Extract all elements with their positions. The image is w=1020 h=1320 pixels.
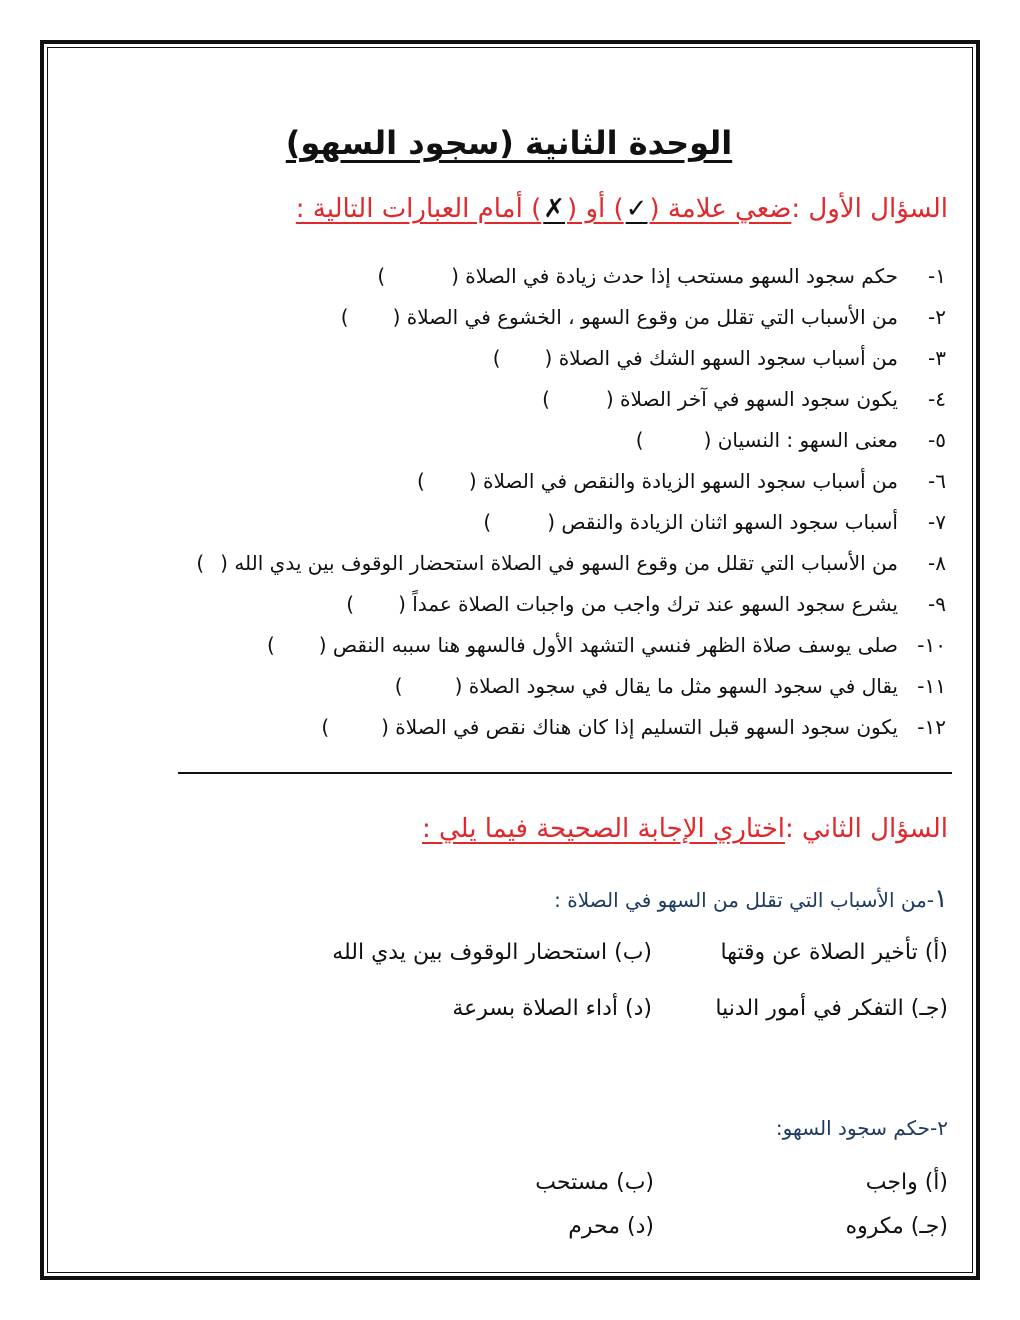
item-number: ١١- — [917, 674, 946, 698]
mcq1-number: ١ — [934, 884, 948, 914]
item-text: يقال في سجود السهو مثل ما يقال في سجود الصلاة ( — [454, 674, 898, 698]
item-number: ١- — [928, 264, 946, 288]
item-text: من الأسباب التي تقلل من وقوع السهو في الصلاة استحضار الوقوف بين يدي الله ( — [220, 551, 898, 575]
mcq1-options-row2 — [452, 996, 948, 1021]
item-number: ٣- — [928, 346, 946, 370]
mcq1-option-c[interactable]: (جـ) التفكر في أمور الدنيا — [715, 996, 948, 1021]
list-item — [48, 707, 946, 748]
list-item — [48, 502, 946, 543]
answer-blank[interactable]: ) — [542, 387, 550, 411]
item-text: معنى السهو : النسيان ( — [703, 428, 898, 452]
mcq2-option-c[interactable]: (جـ) مكروه — [845, 1214, 948, 1239]
answer-blank[interactable]: ) — [394, 674, 403, 698]
list-item — [48, 338, 946, 379]
question1-instruction-part1: ضعي علامة ( — [649, 194, 792, 224]
item-text: حكم سجود السهو مستحب إذا حدث زيادة في الصلاة ( — [451, 264, 898, 288]
mcq2-options-row2 — [568, 1214, 948, 1239]
question1-instruction-mid: ) أو ( — [567, 194, 624, 224]
section-divider — [178, 772, 952, 774]
answer-blank[interactable]: ) — [635, 428, 644, 452]
list-item — [48, 379, 946, 420]
answer-blank[interactable]: ) — [321, 715, 330, 739]
question1-heading — [296, 194, 948, 224]
mcq2-option-a[interactable]: (أ) واجب — [865, 1170, 948, 1195]
item-text: أسباب سجود السهو اثنان الزيادة والنقص ( — [547, 510, 898, 534]
answer-blank[interactable]: ) — [417, 469, 425, 493]
list-item — [48, 666, 946, 707]
answer-blank[interactable]: ) — [492, 346, 501, 370]
item-text: يكون سجود السهو قبل التسليم إذا كان هناك نقص في الصلاة ( — [381, 715, 898, 739]
mcq1-option-d[interactable]: (د) أداء الصلاة بسرعة — [452, 996, 652, 1021]
answer-blank[interactable]: ) — [483, 510, 492, 534]
mcq2-options-row1 — [535, 1170, 948, 1195]
mcq2-option-d[interactable]: (د) محرم — [568, 1214, 654, 1239]
item-text: من أسباب سجود السهو الزيادة والنقص في الصلاة ( — [468, 469, 898, 493]
item-number: ٨- — [928, 551, 946, 575]
answer-blank[interactable]: ) — [266, 633, 275, 657]
mcq1-option-a[interactable]: (أ) تأخير الصلاة عن وقتها — [720, 940, 948, 965]
item-number: ٩- — [928, 592, 946, 616]
worksheet — [48, 48, 970, 1270]
page-title: الوحدة الثانية (سجود السهو) — [285, 124, 733, 162]
item-text: صلى يوسف صلاة الظهر فنسي التشهد الأول فالسهو هنا سببه النقص ( — [318, 633, 898, 657]
item-number: ٧- — [928, 510, 946, 534]
list-item — [48, 420, 946, 461]
item-number: ١٠- — [917, 633, 946, 657]
mcq1-options-row1 — [332, 940, 948, 965]
list-item — [48, 297, 946, 338]
list-item — [48, 543, 946, 584]
item-number: ٦- — [928, 469, 946, 493]
mcq1-prompt — [554, 884, 948, 914]
mcq2-prompt: ٢-حكم سجود السهو: — [775, 1116, 948, 1140]
question1-instruction-part2: ) أمام العبارات التالية : — [295, 194, 542, 224]
item-text: من الأسباب التي تقلل من وقوع السهو ، الخشوع في الصلاة ( — [392, 305, 898, 329]
mcq2-option-b[interactable]: (ب) مستحب — [535, 1170, 654, 1195]
question2-label: السؤال الثاني : — [785, 814, 948, 844]
true-false-list — [48, 256, 946, 748]
answer-blank[interactable]: ) — [196, 551, 205, 575]
cross-mark-icon: ✗ — [543, 194, 566, 224]
mcq1-text: -من الأسباب التي تقلل من السهو في الصلاة : — [554, 888, 935, 912]
item-text: يكون سجود السهو في آخر الصلاة ( — [605, 387, 898, 411]
item-number: ٥- — [928, 428, 946, 452]
list-item — [48, 625, 946, 666]
question2-heading — [422, 814, 948, 844]
item-number: ١٢- — [917, 715, 946, 739]
check-mark-icon: ✓ — [625, 194, 648, 224]
item-number: ٤- — [928, 387, 946, 411]
question1-label: السؤال الأول : — [791, 194, 948, 224]
question2-instruction: اختاري الإجابة الصحيحة فيما يلي : — [421, 814, 785, 844]
item-text: من أسباب سجود السهو الشك في الصلاة ( — [544, 346, 898, 370]
list-item — [48, 256, 946, 297]
list-item — [48, 584, 946, 625]
answer-blank[interactable]: ) — [346, 592, 355, 616]
answer-blank[interactable]: ) — [340, 305, 349, 329]
mcq1-option-b[interactable]: (ب) استحضار الوقوف بين يدي الله — [332, 940, 652, 965]
item-number: ٢- — [928, 305, 946, 329]
answer-blank[interactable]: ) — [377, 264, 386, 288]
item-text: يشرع سجود السهو عند ترك واجب من واجبات الصلاة عمداً ( — [398, 592, 898, 616]
list-item — [48, 461, 946, 502]
